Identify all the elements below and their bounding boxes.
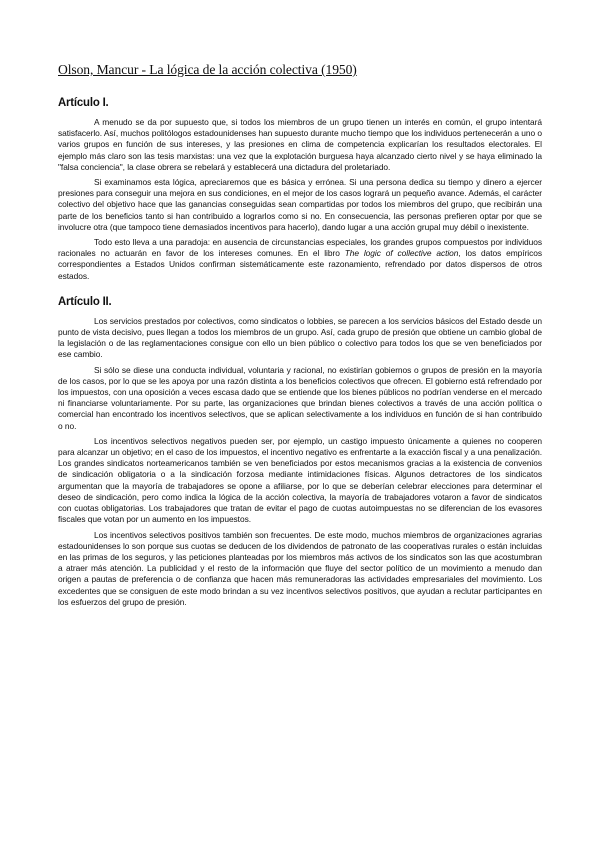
document-page — [58, 62, 542, 612]
paragraph-3-text-start: Todo esto lleva a una paradoja: en ausencia de circunstancias especiales, los grandes grupos compuestos por individuos racionales no actuarán en favor de los intereses comunes. En el libro — [58, 237, 542, 259]
document-title: Olson, Mancur - La lógica de la acción colectiva (1950) — [58, 62, 357, 77]
article-2-paragraph-2: Si sólo se diese una conducta individual, voluntaria y racional, no existirían gobiernos o grupos de presión en la mayoría de los casos, por lo que se les apoya por una razón distinta a los beneficios colectivos que ofrecen. El gobierno está refrendado por los impuestos, con una oposición a veces escasa dado que se entiende que los bienes públicos no podrían venderse en el mercado ni financiarse voluntariamente. Por su parte, las organizaciones que brindan bienes colectivos a través de una acción política o comercial han encontrado los incentivos selectivos, que se aplican selectivamente a los individuos en función de si han contribuido o no. — [58, 364, 542, 431]
article-2-paragraph-3: Los incentivos selectivos negativos pueden ser, por ejemplo, un castigo impuesto únicamente a quienes no cooperen para alcanzar un objetivo; en el caso de los impuestos, el incentivo negativo es enfrentarte a la exacción fiscal y a una penalización. Los grandes sindicatos norteamericanos también se ven beneficiados por estos mecanismos gracias a la existencia de convenios de sindicación obligatoria o a la sindicación forzosa mediante intimidaciones físicas. Algunos detractores de los sindicatos argumentan que la mayoría de trabajadores se opone a afiliarse, por lo que se deberían celebrar elecciones para determinar el deseo de sindicación, pero como indica la lógica de la acción colectiva, la mayoría de trabajadores votaron a favor de sindicatos con cuotas obligatorias. Los trabajadores que tratan de evitar el pago de cuotas autoimpuestas no se diferencian de los evasores fiscales que votan por un aumento en los impuestos. — [58, 435, 542, 525]
book-title-italic: The logic of collective action — [344, 248, 459, 259]
paragraph-3-text-end: , los datos empíricos correspondientes a Estados Unidos confirman sistemáticamente este razonamiento, refrendado por datos dispersos de otros estados. — [58, 248, 542, 281]
article-2-heading: Artículo II. — [58, 293, 112, 308]
article-1-paragraph-3 — [58, 237, 542, 282]
article-2-paragraph-1: Los servicios prestados por colectivos, como sindicatos o lobbies, se parecen a los servicios básicos del Estado desde un punto de vista decisivo, pues llegan a todos los miembros de un grupo. Así, cada grupo de presión que obtiene un cambio global de la legislación o de las reglamentaciones consigue con ello un bien público o colectivo para todos los que se ven beneficiados por ese cambio. — [58, 315, 542, 360]
article-2-paragraph-4: Los incentivos selectivos positivos también son frecuentes. De este modo, muchos miembros de organizaciones agrarias estadounidenses lo son porque sus cuotas se deducen de los dividendos de patronato de las cooperativas rurales o están incluidas en las primas de los seguros, y las peticiones planteadas por los miembros más activos de los sindicatos son las que acostumbran a atraer más atención. La publicidad y el resto de la información que fluye del sector político de un movimiento a menudo dan origen a pautas de preferencia o de confianza que hacen más remuneradoras las actividades empresariales del movimiento. Los excedentes que se consiguen de este modo brindan a su vez incentivos selectivos positivos, que ayudan a reclutar participantes en los esfuerzos del grupo de presión. — [58, 529, 542, 607]
article-1-heading: Artículo I. — [58, 95, 109, 109]
article-1-paragraph-1: A menudo se da por supuesto que, si todos los miembros de un grupo tienen un interés en común, el grupo intentará satisfacerlo. Así, muchos politólogos estadounidenses han supuesto durante mucho tiempo que los individuos pertenecerán a uno o varios grupos en función de sus intereses, y las presiones en clima de competencia explicarían los resultados electorales. El ejemplo más claro son las tesis marxistas: una vez que la explotación burguesa haya alcanzado cierto nivel y se haya eliminado la "falsa conciencia", la clase obrera se rebelará y establecerá una dictadura del proletariado. — [58, 117, 542, 172]
article-1-paragraph-2: Si examinamos esta lógica, apreciaremos que es básica y errónea. Si una persona dedica su tiempo y dinero a ejercer presiones para conseguir una mejora en sus condiciones, en el mejor de los casos logrará un pequeño avance. Además, el carácter colectivo del objetivo hace que las ganancias conseguidas sean compartidas por todos los miembros del grupo, que recibirán una parte de los beneficios tanto si han contribuido a lograrlos como si no. En consecuencia, las personas prefieren optar por que se involucre otra (que tampoco tiene demasiados incentivos para hacerlo), dando lugar a una acción grupal muy débil o inexistente. — [58, 177, 542, 232]
